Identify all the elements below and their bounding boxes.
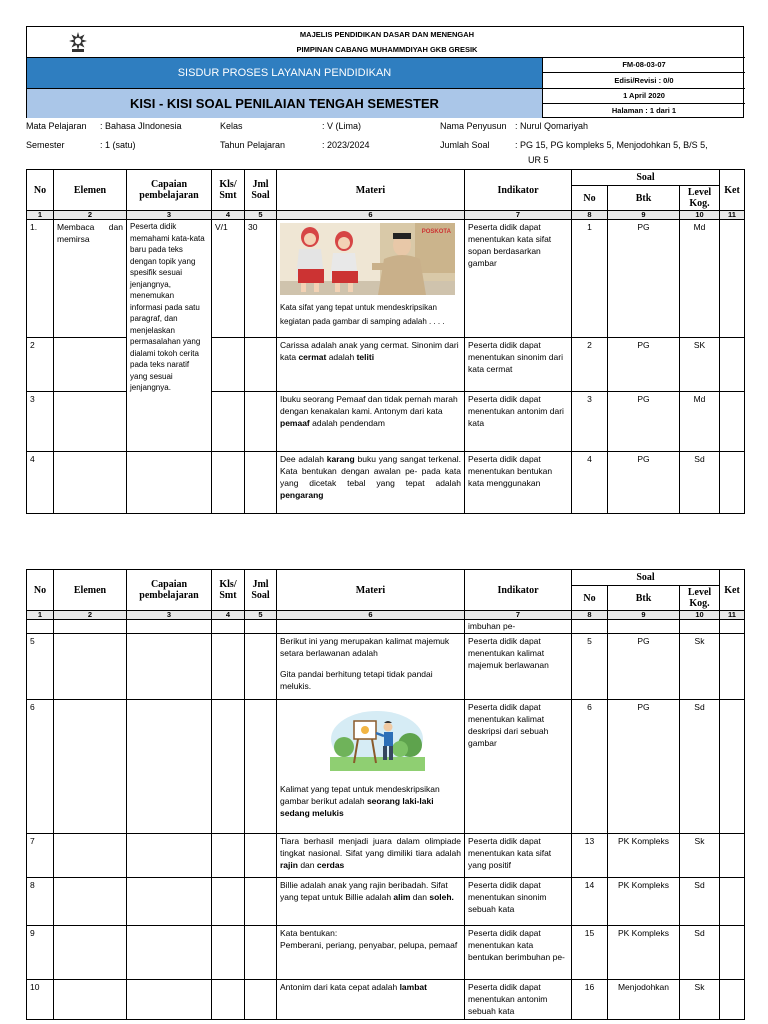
btk-cell: PG bbox=[608, 338, 680, 392]
row-no: 1. bbox=[27, 220, 54, 338]
level-cell: Sk bbox=[680, 980, 720, 1020]
semester-label: Semester bbox=[26, 140, 65, 150]
col-level: Level Kog. bbox=[680, 586, 720, 611]
col-btk: Btk bbox=[608, 186, 680, 211]
ket-cell bbox=[720, 878, 745, 926]
jumlah-value-cont: UR 5 bbox=[528, 155, 549, 165]
level-cell: Sk bbox=[680, 834, 720, 878]
colnum: 9 bbox=[608, 611, 680, 620]
materi-text: Kata sifat yang tepat untuk mendeskripsikan kegiatan pada gambar di samping adalah . . . . bbox=[280, 303, 445, 326]
elemen-cell bbox=[54, 926, 127, 980]
materi-bold: alim bbox=[393, 892, 411, 902]
soal-no-cell: 5 bbox=[572, 634, 608, 700]
colnum: 3 bbox=[127, 211, 212, 220]
ket-cell bbox=[720, 392, 745, 452]
materi-cell bbox=[277, 980, 465, 1020]
btk-cell: PK Kompleks bbox=[608, 926, 680, 980]
materi-bold: lambat bbox=[399, 982, 427, 992]
kls-cell bbox=[212, 878, 245, 926]
materi-bold: pemaaf bbox=[280, 418, 310, 428]
column-number-row bbox=[27, 611, 745, 620]
col-jml: Jml Soal bbox=[245, 570, 277, 611]
tahun-label: Tahun Pelajaran bbox=[220, 140, 286, 150]
table-row bbox=[27, 634, 745, 700]
col-jml: Jml Soal bbox=[245, 170, 277, 211]
row-no: 3 bbox=[27, 392, 54, 452]
materi-text: Ibuku seorang Pemaaf dan tidak pernah marah dengan kenakalan kami. Antonym dari kata bbox=[280, 394, 458, 416]
mapel-value: : Bahasa JIndonesia bbox=[100, 121, 182, 131]
row-no: 8 bbox=[27, 878, 54, 926]
soal-no-cell: 16 bbox=[572, 980, 608, 1020]
materi-text: Dee adalah bbox=[280, 454, 327, 464]
level-cell: Md bbox=[680, 220, 720, 338]
level-cell: Sd bbox=[680, 878, 720, 926]
ket-cell bbox=[720, 338, 745, 392]
colnum: 6 bbox=[277, 611, 465, 620]
soal-no-cell: 3 bbox=[572, 392, 608, 452]
muhammadiyah-logo-icon bbox=[67, 31, 89, 53]
indikator-cell: Peserta didik dapat menentukan bentukan kata menggunakan bbox=[465, 452, 572, 514]
elemen-cell bbox=[54, 338, 127, 392]
elemen-cell bbox=[54, 980, 127, 1020]
materi-cell bbox=[277, 700, 465, 834]
indikator-cell: Peserta didik dapat menentukan antonim dari kata bbox=[465, 392, 572, 452]
materi-text: Kalimat yang tepat untuk mendeskripsikan gambar berikut adalah bbox=[280, 784, 440, 806]
materi-bold: karang bbox=[326, 454, 355, 464]
materi-cell bbox=[277, 634, 465, 700]
ket-cell bbox=[720, 834, 745, 878]
capaian-cell bbox=[127, 926, 212, 980]
ket-cell bbox=[720, 634, 745, 700]
elemen-cell bbox=[54, 634, 127, 700]
col-materi: Materi bbox=[277, 170, 465, 211]
materi-text: Berikut ini yang merupakan kalimat majemuk setara berlawanan adalah bbox=[280, 636, 450, 658]
materi-text: Kata bentukan: bbox=[280, 928, 338, 938]
capaian-cell bbox=[127, 980, 212, 1020]
indikator-cell: Peserta didik dapat menentukan kata sifat sopan berdasarkan gambar bbox=[465, 220, 572, 338]
semester-value: : 1 (satu) bbox=[100, 140, 136, 150]
col-elemen: Elemen bbox=[54, 170, 127, 211]
row-no: 5 bbox=[27, 634, 54, 700]
painter-image bbox=[330, 703, 425, 771]
materi-bold: soleh. bbox=[429, 892, 454, 902]
colnum: 9 bbox=[608, 211, 680, 220]
row-no: 9 bbox=[27, 926, 54, 980]
materi-cell bbox=[277, 878, 465, 926]
colnum: 4 bbox=[212, 611, 245, 620]
jml-cell bbox=[245, 392, 277, 452]
capaian-cell bbox=[127, 452, 212, 514]
capaian-cell bbox=[127, 878, 212, 926]
colnum: 2 bbox=[54, 211, 127, 220]
indikator-cell: imbuhan pe- bbox=[465, 620, 572, 634]
kelas-value: : V (Lima) bbox=[322, 121, 362, 131]
level-cell: Sd bbox=[680, 452, 720, 514]
org-line-2: PIMPINAN CABANG MUHAMMDIYAH GKB GRESIK bbox=[296, 45, 478, 54]
table-row bbox=[27, 452, 745, 514]
soal-no-cell: 4 bbox=[572, 452, 608, 514]
kls-cell bbox=[212, 926, 245, 980]
jumlah-label: Jumlah Soal bbox=[440, 140, 490, 150]
kisi-table-1 bbox=[26, 169, 745, 514]
row-no: 2 bbox=[27, 338, 54, 392]
column-number-row bbox=[27, 211, 745, 220]
materi-cell bbox=[277, 220, 465, 338]
org-line-1: MAJELIS PENDIDIKAN DASAR DAN MENENGAH bbox=[299, 30, 475, 39]
col-ket: Ket bbox=[720, 170, 745, 211]
ket-cell bbox=[720, 926, 745, 980]
col-soal: Soal bbox=[572, 170, 720, 186]
materi-text: Pemberani, periang, penyabar, pelupa, pemaaf bbox=[280, 940, 458, 950]
ket-cell bbox=[720, 220, 745, 338]
elemen-cell bbox=[54, 452, 127, 514]
materi-text: Antonim dari kata cepat adalah bbox=[280, 982, 400, 992]
materi-text: dan bbox=[297, 860, 317, 870]
kls-cell bbox=[212, 980, 245, 1020]
colnum: 5 bbox=[245, 611, 277, 620]
colnum: 4 bbox=[212, 211, 245, 220]
btk-cell: PK Kompleks bbox=[608, 834, 680, 878]
colnum: 10 bbox=[680, 211, 720, 220]
indikator-cell: Peserta didik dapat menentukan kalimat deskripsi dari sebuah gambar bbox=[465, 700, 572, 834]
jml-cell: 30 bbox=[245, 220, 277, 338]
table-row-carry bbox=[27, 620, 745, 634]
row-no: 4 bbox=[27, 452, 54, 514]
materi-text: buku yang sangat terkenal. Kata bentukan dengan awalan pe- pada kata yang dicetak tebal yang tepat adalah bbox=[280, 454, 461, 488]
level-cell: Sk bbox=[680, 634, 720, 700]
ket-cell bbox=[720, 452, 745, 514]
col-soal-no: No bbox=[572, 186, 608, 211]
col-elemen: Elemen bbox=[54, 570, 127, 611]
col-level: Level Kog. bbox=[680, 186, 720, 211]
row-no: 6 bbox=[27, 700, 54, 834]
jml-cell bbox=[245, 980, 277, 1020]
col-indikator: Indikator bbox=[465, 170, 572, 211]
col-indikator: Indikator bbox=[465, 570, 572, 611]
btk-cell: PG bbox=[608, 452, 680, 514]
col-no: No bbox=[27, 570, 54, 611]
materi-cell bbox=[277, 452, 465, 514]
elemen-cell bbox=[54, 878, 127, 926]
elemen-cell: Membaca dan memirsa bbox=[54, 220, 127, 338]
jml-cell bbox=[245, 700, 277, 834]
colnum: 8 bbox=[572, 211, 608, 220]
kls-cell bbox=[212, 338, 245, 392]
soal-no-cell: 13 bbox=[572, 834, 608, 878]
colnum: 11 bbox=[720, 211, 745, 220]
illustration-painter bbox=[330, 703, 425, 771]
jml-cell bbox=[245, 634, 277, 700]
col-soal-no: No bbox=[572, 586, 608, 611]
materi-cell bbox=[277, 926, 465, 980]
materi-text: Carissa adalah anak yang cermat. Sinonim dari kata bbox=[280, 340, 459, 362]
level-cell: Md bbox=[680, 392, 720, 452]
indikator-cell: Peserta didik dapat menentukan antonim sebuah kata bbox=[465, 980, 572, 1020]
kls-cell bbox=[212, 700, 245, 834]
table-row bbox=[27, 834, 745, 878]
capaian-cell: Peserta didik memahami kata-kata baru pada teks dengan topik yang spesifik sesuai jenjangnya, menemukan informasi pada satu paragraf, dan menjelaskan permasalahan yang dialami tokoh cerita pada teks naratif yang sesuai jenjangnya. bbox=[127, 220, 212, 452]
jml-cell bbox=[245, 834, 277, 878]
table-row bbox=[27, 700, 745, 834]
penyusun-label: Nama Penyusun bbox=[440, 121, 507, 131]
materi-cell bbox=[277, 834, 465, 878]
indikator-cell: Peserta didik dapat menentukan kalimat majemuk berlawanan bbox=[465, 634, 572, 700]
col-no: No bbox=[27, 170, 54, 211]
page-info: Halaman : 1 dari 1 bbox=[542, 104, 745, 118]
capaian-cell bbox=[127, 834, 212, 878]
btk-cell: PG bbox=[608, 220, 680, 338]
colnum: 10 bbox=[680, 611, 720, 620]
elemen-cell bbox=[54, 700, 127, 834]
col-materi: Materi bbox=[277, 570, 465, 611]
jumlah-value: : PG 15, PG kompleks 5, Menjodohkan 5, B/S 5, bbox=[515, 140, 708, 150]
btk-cell: PG bbox=[608, 700, 680, 834]
col-capaian: Capaian pembelajaran bbox=[127, 170, 212, 211]
btk-cell: Menjodohkan bbox=[608, 980, 680, 1020]
jml-cell bbox=[245, 878, 277, 926]
soal-no-cell: 6 bbox=[572, 700, 608, 834]
org-header bbox=[27, 27, 745, 58]
document-header bbox=[26, 26, 744, 118]
ket-cell bbox=[720, 980, 745, 1020]
indikator-cell: Peserta didik dapat menentukan kata bentukan berimbuhan pe- bbox=[465, 926, 572, 980]
doc-title: KISI - KISI SOAL PENILAIAN TENGAH SEMESTER bbox=[27, 89, 542, 118]
materi-bold: cermat bbox=[298, 352, 327, 362]
table-row bbox=[27, 926, 745, 980]
kls-cell bbox=[212, 392, 245, 452]
level-cell: SK bbox=[680, 338, 720, 392]
level-cell: Sd bbox=[680, 926, 720, 980]
kisi-table-2 bbox=[26, 569, 745, 1020]
sisdur-band: SISDUR PROSES LAYANAN PENDIDIKAN bbox=[27, 58, 542, 89]
colnum: 8 bbox=[572, 611, 608, 620]
jml-cell bbox=[245, 452, 277, 514]
ket-cell bbox=[720, 700, 745, 834]
materi-bold: seorang laki-laki sedang melukis bbox=[280, 796, 434, 818]
btk-cell: PG bbox=[608, 634, 680, 700]
btk-cell: PK Kompleks bbox=[608, 878, 680, 926]
btk-cell: PG bbox=[608, 392, 680, 452]
soal-no-cell: 2 bbox=[572, 338, 608, 392]
materi-text: adalah bbox=[326, 352, 357, 362]
materi-bold: pengarang bbox=[280, 490, 324, 500]
materi-bold: rajin bbox=[280, 860, 298, 870]
colnum: 1 bbox=[27, 611, 54, 620]
illustration-students-greeting bbox=[280, 223, 455, 295]
col-btk: Btk bbox=[608, 586, 680, 611]
elemen-cell bbox=[54, 834, 127, 878]
penyusun-value: : Nurul Qomariyah bbox=[515, 121, 589, 131]
jml-cell bbox=[245, 926, 277, 980]
materi-bold: teliti bbox=[356, 352, 375, 362]
kls-cell bbox=[212, 634, 245, 700]
soal-no-cell: 14 bbox=[572, 878, 608, 926]
kls-cell bbox=[212, 452, 245, 514]
indikator-cell: Peserta didik dapat menentukan sinonim dari kata cermat bbox=[465, 338, 572, 392]
colnum: 1 bbox=[27, 211, 54, 220]
col-soal: Soal bbox=[572, 570, 720, 586]
level-cell: Sd bbox=[680, 700, 720, 834]
materi-cell bbox=[277, 338, 465, 392]
colnum: 7 bbox=[465, 211, 572, 220]
edition: Edisi/Revisi : 0/0 bbox=[542, 73, 745, 89]
table-row bbox=[27, 878, 745, 926]
materi-text: Tiara berhasil menjadi juara dalam olimpiade tingkat nasional. Sifat yang dimiliki tiara adalah bbox=[280, 836, 461, 858]
indikator-cell: Peserta didik dapat menentukan kata sifat yang positif bbox=[465, 834, 572, 878]
jml-cell bbox=[245, 338, 277, 392]
tahun-value: : 2023/2024 bbox=[322, 140, 370, 150]
materi-text: Billie adalah anak yang rajin beribadah. Sifat yang tepat untuk Billie adalah bbox=[280, 880, 448, 902]
colnum: 6 bbox=[277, 211, 465, 220]
kls-cell: V/1 bbox=[212, 220, 245, 338]
col-kls: Kls/ Smt bbox=[212, 570, 245, 611]
col-ket: Ket bbox=[720, 570, 745, 611]
materi-text bbox=[280, 783, 461, 819]
materi-text: dan bbox=[410, 892, 430, 902]
kls-cell bbox=[212, 834, 245, 878]
materi-bold: cerdas bbox=[316, 860, 345, 870]
elemen-cell bbox=[54, 392, 127, 452]
table-row bbox=[27, 980, 745, 1020]
soal-no-cell: 1 bbox=[572, 220, 608, 338]
materi-text: adalah pendendam bbox=[309, 418, 385, 428]
form-code: FM-08-03-07 bbox=[542, 58, 745, 73]
table-row bbox=[27, 220, 745, 338]
materi-text: Gita pandai berhitung tetapi tidak pandai melukis. bbox=[280, 669, 433, 691]
col-kls: Kls/ Smt bbox=[212, 170, 245, 211]
materi-cell bbox=[277, 392, 465, 452]
colnum: 2 bbox=[54, 611, 127, 620]
col-capaian: Capaian pembelajaran bbox=[127, 570, 212, 611]
capaian-cell bbox=[127, 634, 212, 700]
mapel-label: Mata Pelajaran bbox=[26, 121, 87, 131]
kelas-label: Kelas bbox=[220, 121, 243, 131]
colnum: 5 bbox=[245, 211, 277, 220]
image-caption: POSKOTA bbox=[421, 229, 451, 235]
capaian-cell bbox=[127, 700, 212, 834]
colnum: 7 bbox=[465, 611, 572, 620]
soal-no-cell: 15 bbox=[572, 926, 608, 980]
row-no: 10 bbox=[27, 980, 54, 1020]
row-no: 7 bbox=[27, 834, 54, 878]
doc-date: 1 April 2020 bbox=[542, 89, 745, 104]
colnum: 11 bbox=[720, 611, 745, 620]
indikator-cell: Peserta didik dapat menentukan sinonim sebuah kata bbox=[465, 878, 572, 926]
colnum: 3 bbox=[127, 611, 212, 620]
